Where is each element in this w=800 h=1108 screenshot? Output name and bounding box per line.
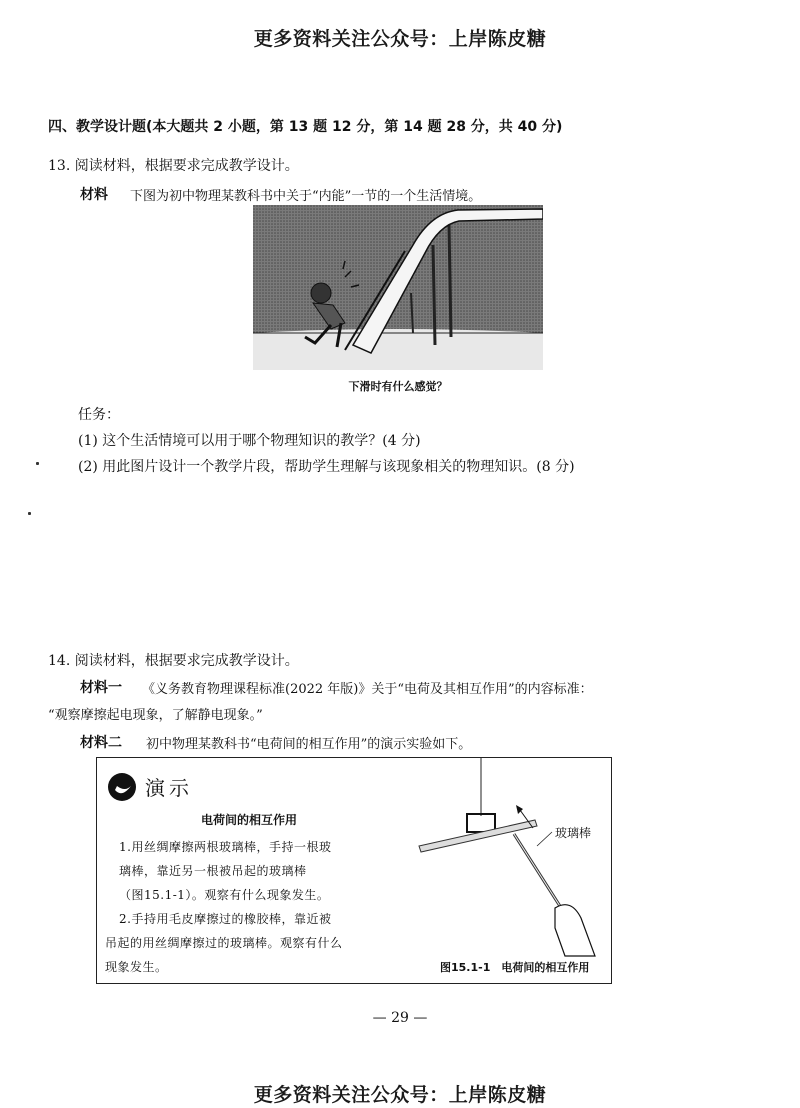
page-header: 更多资料关注公众号：上岸陈皮糖 — [253, 28, 547, 50]
q13-task-2: (2) 用此图片设计一个教学片段，帮助学生理解与该现象相关的物理知识。(8 分) — [78, 459, 575, 475]
demo-line-2: 璃棒，靠近另一根被吊起的玻璃棒 — [119, 864, 307, 878]
q14-material1-text: 《义务教育物理课程标准(2022 年版)》关于“电荷及其相互作用”的内容标准： — [142, 682, 593, 697]
demo-subtitle: 电荷间的相互作用 — [201, 813, 298, 827]
q14-stem: 14. 阅读材料，根据要求完成教学设计。 — [48, 653, 299, 669]
demo-logo-icon — [107, 772, 137, 802]
slide-illustration — [253, 205, 543, 370]
figure-label-glass-rod: 玻璃棒 — [555, 826, 592, 840]
demo-line-5: 吊起的用丝绸摩擦过的玻璃棒。观察有什么 — [105, 936, 343, 950]
q14-material1-label: 材料一 — [80, 680, 122, 696]
demo-box — [96, 757, 612, 984]
demo-figure-caption: 图15.1-1 电荷间的相互作用 — [440, 961, 590, 974]
glass-rod-illustration — [415, 758, 611, 958]
q14-material2-label: 材料二 — [80, 735, 122, 751]
q13-stem: 13. 阅读材料，根据要求完成教学设计。 — [48, 158, 299, 174]
demo-line-6: 现象发生。 — [105, 960, 168, 974]
page-number: — 29 — — [372, 1010, 428, 1026]
q14-material1-text-cont: “观察摩擦起电现象，了解静电现象。” — [48, 708, 263, 723]
q13-material-text: 下图为初中物理某教科书中关于“内能”一节的一个生活情境。 — [130, 189, 482, 204]
demo-line-4: 2.手持用毛皮摩擦过的橡胶棒，靠近被 — [119, 912, 332, 926]
section-title: 四、教学设计题(本大题共 2 小题，第 13 题 12 分，第 14 题 28 分，共 40 分) — [48, 119, 563, 135]
q13-material-label: 材料 — [80, 187, 108, 203]
q13-task-1: (1) 这个生活情境可以用于哪个物理知识的教学？(4 分) — [78, 433, 421, 449]
q13-figure-caption: 下滑时有什么感觉？ — [348, 380, 448, 393]
demo-line-1: 1.用丝绸摩擦两根玻璃棒，手持一根玻 — [119, 840, 332, 854]
q13-task-label: 任务： — [78, 407, 120, 423]
page-footer: 更多资料关注公众号：上岸陈皮糖 — [253, 1084, 547, 1106]
demo-title: 演示 — [145, 776, 193, 800]
demo-line-3: （图15.1-1）。观察有什么现象发生。 — [119, 888, 330, 902]
q14-material2-text: 初中物理某教科书“电荷间的相互作用”的演示实验如下。 — [146, 737, 472, 752]
